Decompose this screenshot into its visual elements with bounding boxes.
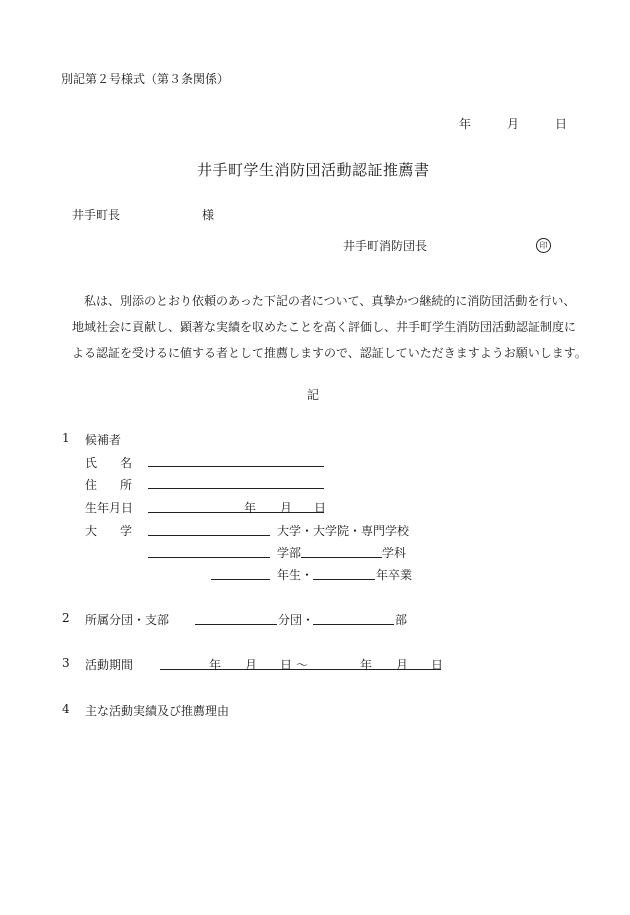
section2-heading: 所属分団・支部: [85, 613, 170, 627]
section4-number: 4: [62, 702, 70, 716]
bundan-field-line[interactable]: [195, 624, 277, 625]
grade-field-line[interactable]: [211, 579, 270, 580]
graduation-field-line[interactable]: [313, 579, 375, 580]
department-label: 学科: [382, 546, 407, 560]
university-field-line[interactable]: [148, 535, 270, 536]
faculty-field-line[interactable]: [148, 557, 270, 558]
section3-number: 3: [62, 656, 70, 670]
issuer-name: 井手町消防団長: [343, 239, 428, 253]
address-field-line[interactable]: [148, 488, 324, 489]
body-line: 地域社会に貢献し、顕著な実績を収めたことを高く評価し、井手町学生消防団活動認証制度に: [72, 320, 577, 334]
period-tilde: ～: [296, 658, 309, 672]
period-start-day: 日: [280, 658, 293, 672]
graduation-label: 年卒業: [376, 568, 413, 582]
period-start-year: 年: [209, 658, 222, 672]
bu-field-line[interactable]: [313, 624, 394, 625]
grade-label: 年生・: [277, 568, 314, 582]
dob-year-label: 年: [244, 501, 257, 515]
date-day-label: 日: [555, 117, 568, 131]
faculty-label: 学部: [277, 546, 302, 560]
dob-label: 生年月日: [85, 501, 134, 515]
name-label-char: 氏: [85, 456, 98, 470]
seal-mark: 印: [536, 238, 551, 253]
document-title: 井手町学生消防団活動認証推薦書: [197, 161, 430, 179]
section4-heading: 主な活動実績及び推薦理由: [85, 704, 230, 718]
section3-heading: 活動期間: [85, 658, 134, 672]
name-field-line[interactable]: [148, 466, 324, 467]
period-start-month: 月: [245, 658, 258, 672]
section1-heading: 候補者: [85, 433, 122, 447]
date-year-label: 年: [459, 117, 472, 131]
body-line: よる認証を受けるに値する者として推薦しますので、認証していただきますようお願いします。: [72, 346, 587, 360]
addressee-honorific: 様: [202, 208, 215, 222]
section2-number: 2: [62, 611, 70, 625]
bu-label: 部: [395, 613, 408, 627]
university-label-char: 学: [120, 524, 133, 538]
university-label-char: 大: [85, 524, 98, 538]
ki-heading: 記: [307, 388, 320, 402]
dob-month-label: 月: [280, 501, 293, 515]
dob-field-line[interactable]: [148, 512, 324, 513]
department-field-line[interactable]: [301, 557, 382, 558]
name-label-char: 名: [120, 456, 133, 470]
body-line: 私は、別添のとおり依頼のあった下記の者について、真摯かつ継続的に消防団活動を行い、: [72, 294, 576, 308]
body-paragraph: [72, 288, 587, 366]
addressee-name: 井手町長: [72, 208, 121, 222]
address-label-char: 所: [120, 478, 133, 492]
period-end-day: 日: [431, 658, 444, 672]
address-label-char: 住: [85, 478, 98, 492]
dob-day-label: 日: [314, 501, 327, 515]
bundan-label: 分団・: [278, 613, 315, 627]
period-end-month: 月: [396, 658, 409, 672]
period-end-year: 年: [360, 658, 373, 672]
university-suffix: 大学・大学院・専門学校: [277, 524, 410, 538]
date-month-label: 月: [507, 117, 520, 131]
section1-number: 1: [62, 431, 70, 445]
form-reference: 別記第２号様式（第３条関係）: [61, 72, 230, 86]
